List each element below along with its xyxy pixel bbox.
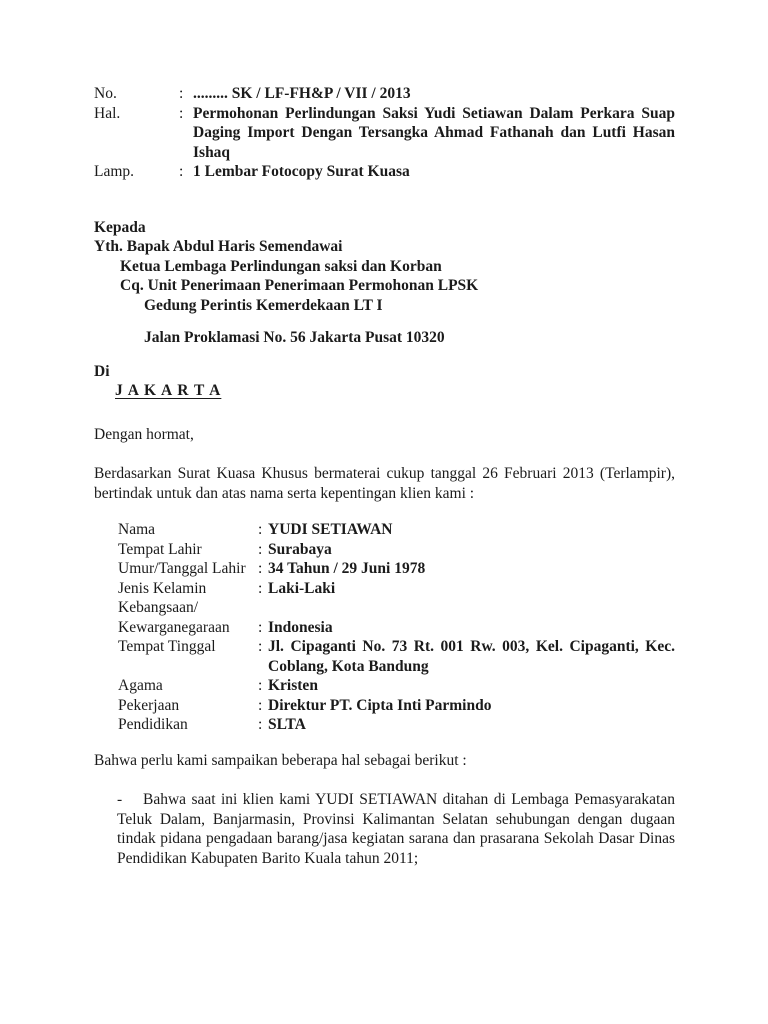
intro-paragraph: Berdasarkan Surat Kuasa Khusus bermaterai cukup tanggal 26 Februari 2013 (Terlampir), bertindak untuk dan atas nama serta kepentingan klien kami :	[94, 465, 675, 502]
client-details	[118, 520, 675, 735]
statement-intro: Bahwa perlu kami sampaikan beberapa hal sebagai berikut :	[94, 751, 467, 769]
detail-row-tempat-tinggal	[118, 637, 675, 676]
point-text: Bahwa saat ini klien kami YUDI SETIAWAN ditahan di Lembaga Pemasyarakatan Teluk Dalam, Banjarmasin, Provinsi Kalimantan Selatan sehubungan dengan dugaan tindak pidana pengadaan barang/jasa kegiatan sarana dan prasarana Sekolah Dasar Dinas Pendidikan Kabupaten Barito Kuala tahun 2011;	[117, 791, 675, 867]
lamp-colon: :	[179, 163, 184, 180]
city-name: J A K A R T A	[115, 382, 222, 399]
detail-row-kewarganegaraan	[118, 618, 675, 638]
tempat-lahir-label: Tempat Lahir	[118, 540, 202, 558]
tempat-tinggal-label: Tempat Tinggal	[118, 638, 216, 655]
agama-value: Kristen	[268, 677, 318, 694]
agama-label: Agama	[118, 677, 163, 694]
recipient-building: Gedung Perintis Kemerdekaan LT I	[144, 296, 383, 314]
detail-row-umur	[118, 559, 675, 579]
nama-label: Nama	[118, 521, 156, 538]
recipient-address: Jalan Proklamasi No. 56 Jakarta Pusat 10320	[144, 329, 445, 346]
letter-header	[94, 84, 675, 182]
recipient-title: Ketua Lembaga Perlindungan saksi dan Korban	[120, 257, 442, 275]
jenis-kelamin-value: Laki-Laki	[268, 579, 336, 597]
recipient-name: Yth. Bapak Abdul Haris Semendawai	[94, 238, 343, 255]
umur-value: 34 Tahun / 29 Juni 1978	[268, 560, 426, 577]
jenis-kelamin-colon: :	[258, 579, 263, 597]
header-row-hal	[94, 104, 675, 163]
tempat-tinggal-value: Jl. Cipaganti No. 73 Rt. 001 Rw. 003, Kel. Cipaganti, Kec. Coblang, Kota Bandung	[268, 638, 675, 675]
agama-colon: :	[258, 677, 263, 694]
recipient-kepada: Kepada	[94, 218, 146, 236]
kewarganegaraan-colon: :	[258, 618, 263, 636]
no-label: No.	[94, 85, 117, 102]
hal-colon: :	[179, 104, 184, 122]
kewarganegaraan-value: Indonesia	[268, 618, 333, 636]
tempat-tinggal-colon: :	[258, 638, 263, 655]
detail-row-tempat-lahir	[118, 540, 675, 560]
pekerjaan-colon: :	[258, 696, 263, 714]
tempat-lahir-colon: :	[258, 540, 263, 558]
recipient-block	[94, 218, 675, 348]
lamp-value: 1 Lembar Fotocopy Surat Kuasa	[193, 163, 410, 180]
lamp-label: Lamp.	[94, 163, 135, 180]
kebangsaan-label: Kebangsaan/	[118, 599, 199, 616]
header-row-no	[94, 84, 675, 104]
detail-row-pendidikan	[118, 715, 675, 735]
detail-row-kebangsaan	[118, 598, 675, 618]
pendidikan-label: Pendidikan	[118, 716, 188, 733]
nama-value: YUDI SETIAWAN	[268, 521, 393, 538]
city-block	[94, 362, 675, 401]
recipient-unit: Cq. Unit Penerimaan Penerimaan Permohonan LPSK	[120, 277, 479, 294]
header-row-lamp	[94, 162, 675, 182]
umur-colon: :	[258, 560, 263, 577]
pendidikan-value: SLTA	[268, 716, 306, 733]
kewarganegaraan-label: Kewarganegaraan	[118, 618, 230, 636]
pekerjaan-label: Pekerjaan	[118, 696, 180, 714]
di-label: Di	[94, 362, 110, 380]
detail-row-pekerjaan	[118, 696, 675, 716]
nama-colon: :	[258, 521, 263, 538]
jenis-kelamin-label: Jenis Kelamin	[118, 579, 207, 597]
no-colon: :	[179, 85, 184, 102]
tempat-lahir-value: Surabaya	[268, 540, 332, 558]
pekerjaan-value: Direktur PT. Cipta Inti Parmindo	[268, 696, 492, 714]
umur-label: Umur/Tanggal Lahir	[118, 560, 246, 577]
detail-row-jenis-kelamin	[118, 579, 675, 599]
point-dash: -	[117, 791, 123, 808]
point-paragraph	[117, 790, 675, 868]
detail-row-agama	[118, 676, 675, 696]
hal-value: Permohonan Perlindungan Saksi Yudi Setiawan Dalam Perkara Suap Daging Import Dengan Tersangka Ahmad Fathanah dan Lutfi Hasan Ishaq	[193, 104, 675, 161]
pendidikan-colon: :	[258, 716, 263, 733]
detail-row-nama	[118, 520, 675, 540]
no-value: ......... SK / LF-FH&P / VII / 2013	[193, 85, 411, 102]
salutation: Dengan hormat,	[94, 425, 194, 443]
hal-label: Hal.	[94, 104, 121, 122]
